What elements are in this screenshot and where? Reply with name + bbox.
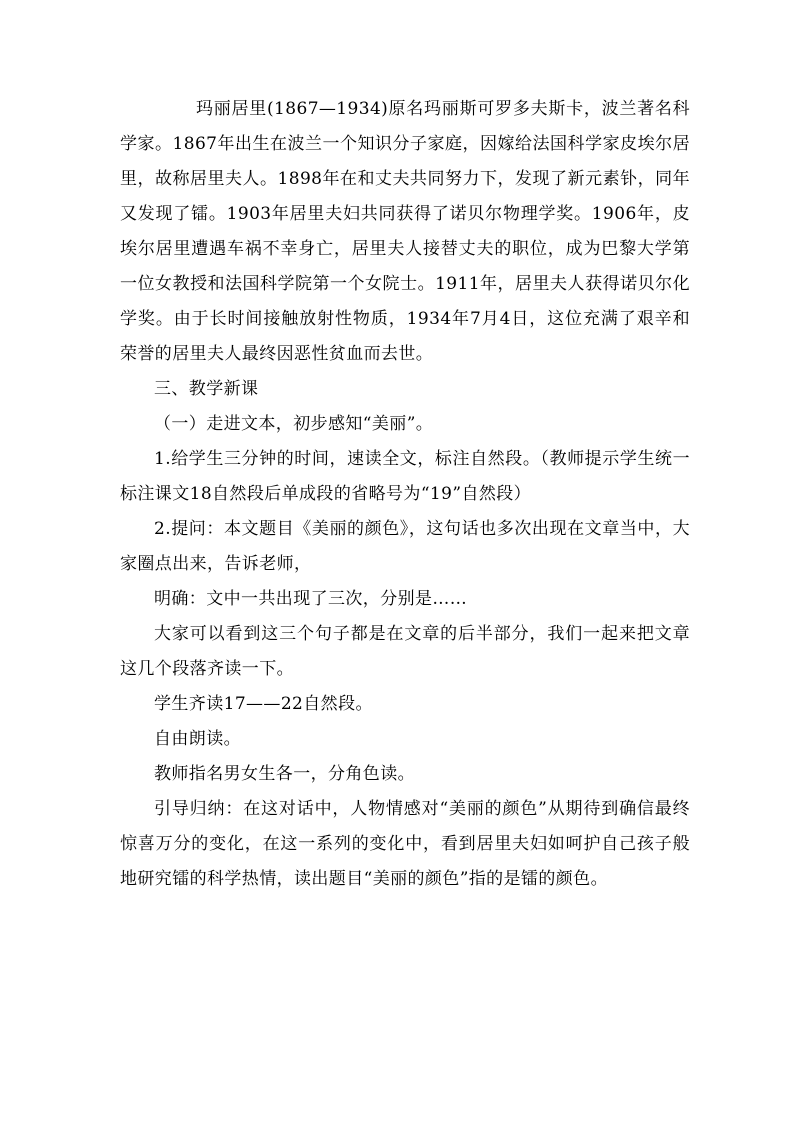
free-reading-paragraph: 自由朗读。 <box>154 729 241 749</box>
paragraph-curie-biography: 玛丽居里(1867—1934)原名玛丽斯可罗多夫斯卡，波兰著名科学家。1867年出生在波兰一个知识分子家庭，因嫁给法国科学家皮埃尔居里，故称居里夫人。1898年在和丈夫共同努力下，发现了新元素钋，同年又发现了镭。1903年居里夫妇共同获得了诺贝尔物理学奖。1906年，皮埃尔居里遭遇车祸不幸身亡，居里夫人接替丈夫的职位，成为巴黎大学第一位女教授和法国科学院第一个女院士。1911年，居里夫人获得诺贝尔化学奖。由于长时间接触放射性物质，1934年7月4日，这位充满了艰辛和荣誉的居里夫人最终因恶性贫血而去世。 <box>120 99 690 364</box>
guided-summary-paragraph: 引导归纳：在这对话中，人物情感对“美丽的颜色”从期待到确信最终惊喜万分的变化，在这一系列的变化中，看到居里夫妇如呵护自己孩子般地研究镭的科学热情，读出题目“美丽的颜色”指的是镭的颜色。 <box>120 799 690 889</box>
student-reading-paragraph: 学生齐读17——22自然段。 <box>154 694 373 714</box>
step-2-paragraph: 2.提问：本文题目《美丽的颜色》，这句话也多次出现在文章当中，大家圈点出来，告诉老师， <box>120 519 690 574</box>
section-heading: 三、教学新课 <box>154 379 259 399</box>
document-body <box>120 92 690 897</box>
role-reading-paragraph: 教师指名男女生各一，分角色读。 <box>154 764 415 784</box>
read-together-paragraph: 大家可以看到这三个句子都是在文章的后半部分，我们一起来把文章这几个段落齐读一下。 <box>120 624 690 679</box>
clarification-paragraph: 明确：文中一共出现了三次，分别是…… <box>154 589 468 609</box>
subsection-heading: （一）走进文本，初步感知“美丽”。 <box>154 414 434 434</box>
step-1-paragraph: 1.给学生三分钟的时间，速读全文，标注自然段。（教师提示学生统一标注课文18自然段后单成段的省略号为“19”自然段） <box>120 449 690 504</box>
